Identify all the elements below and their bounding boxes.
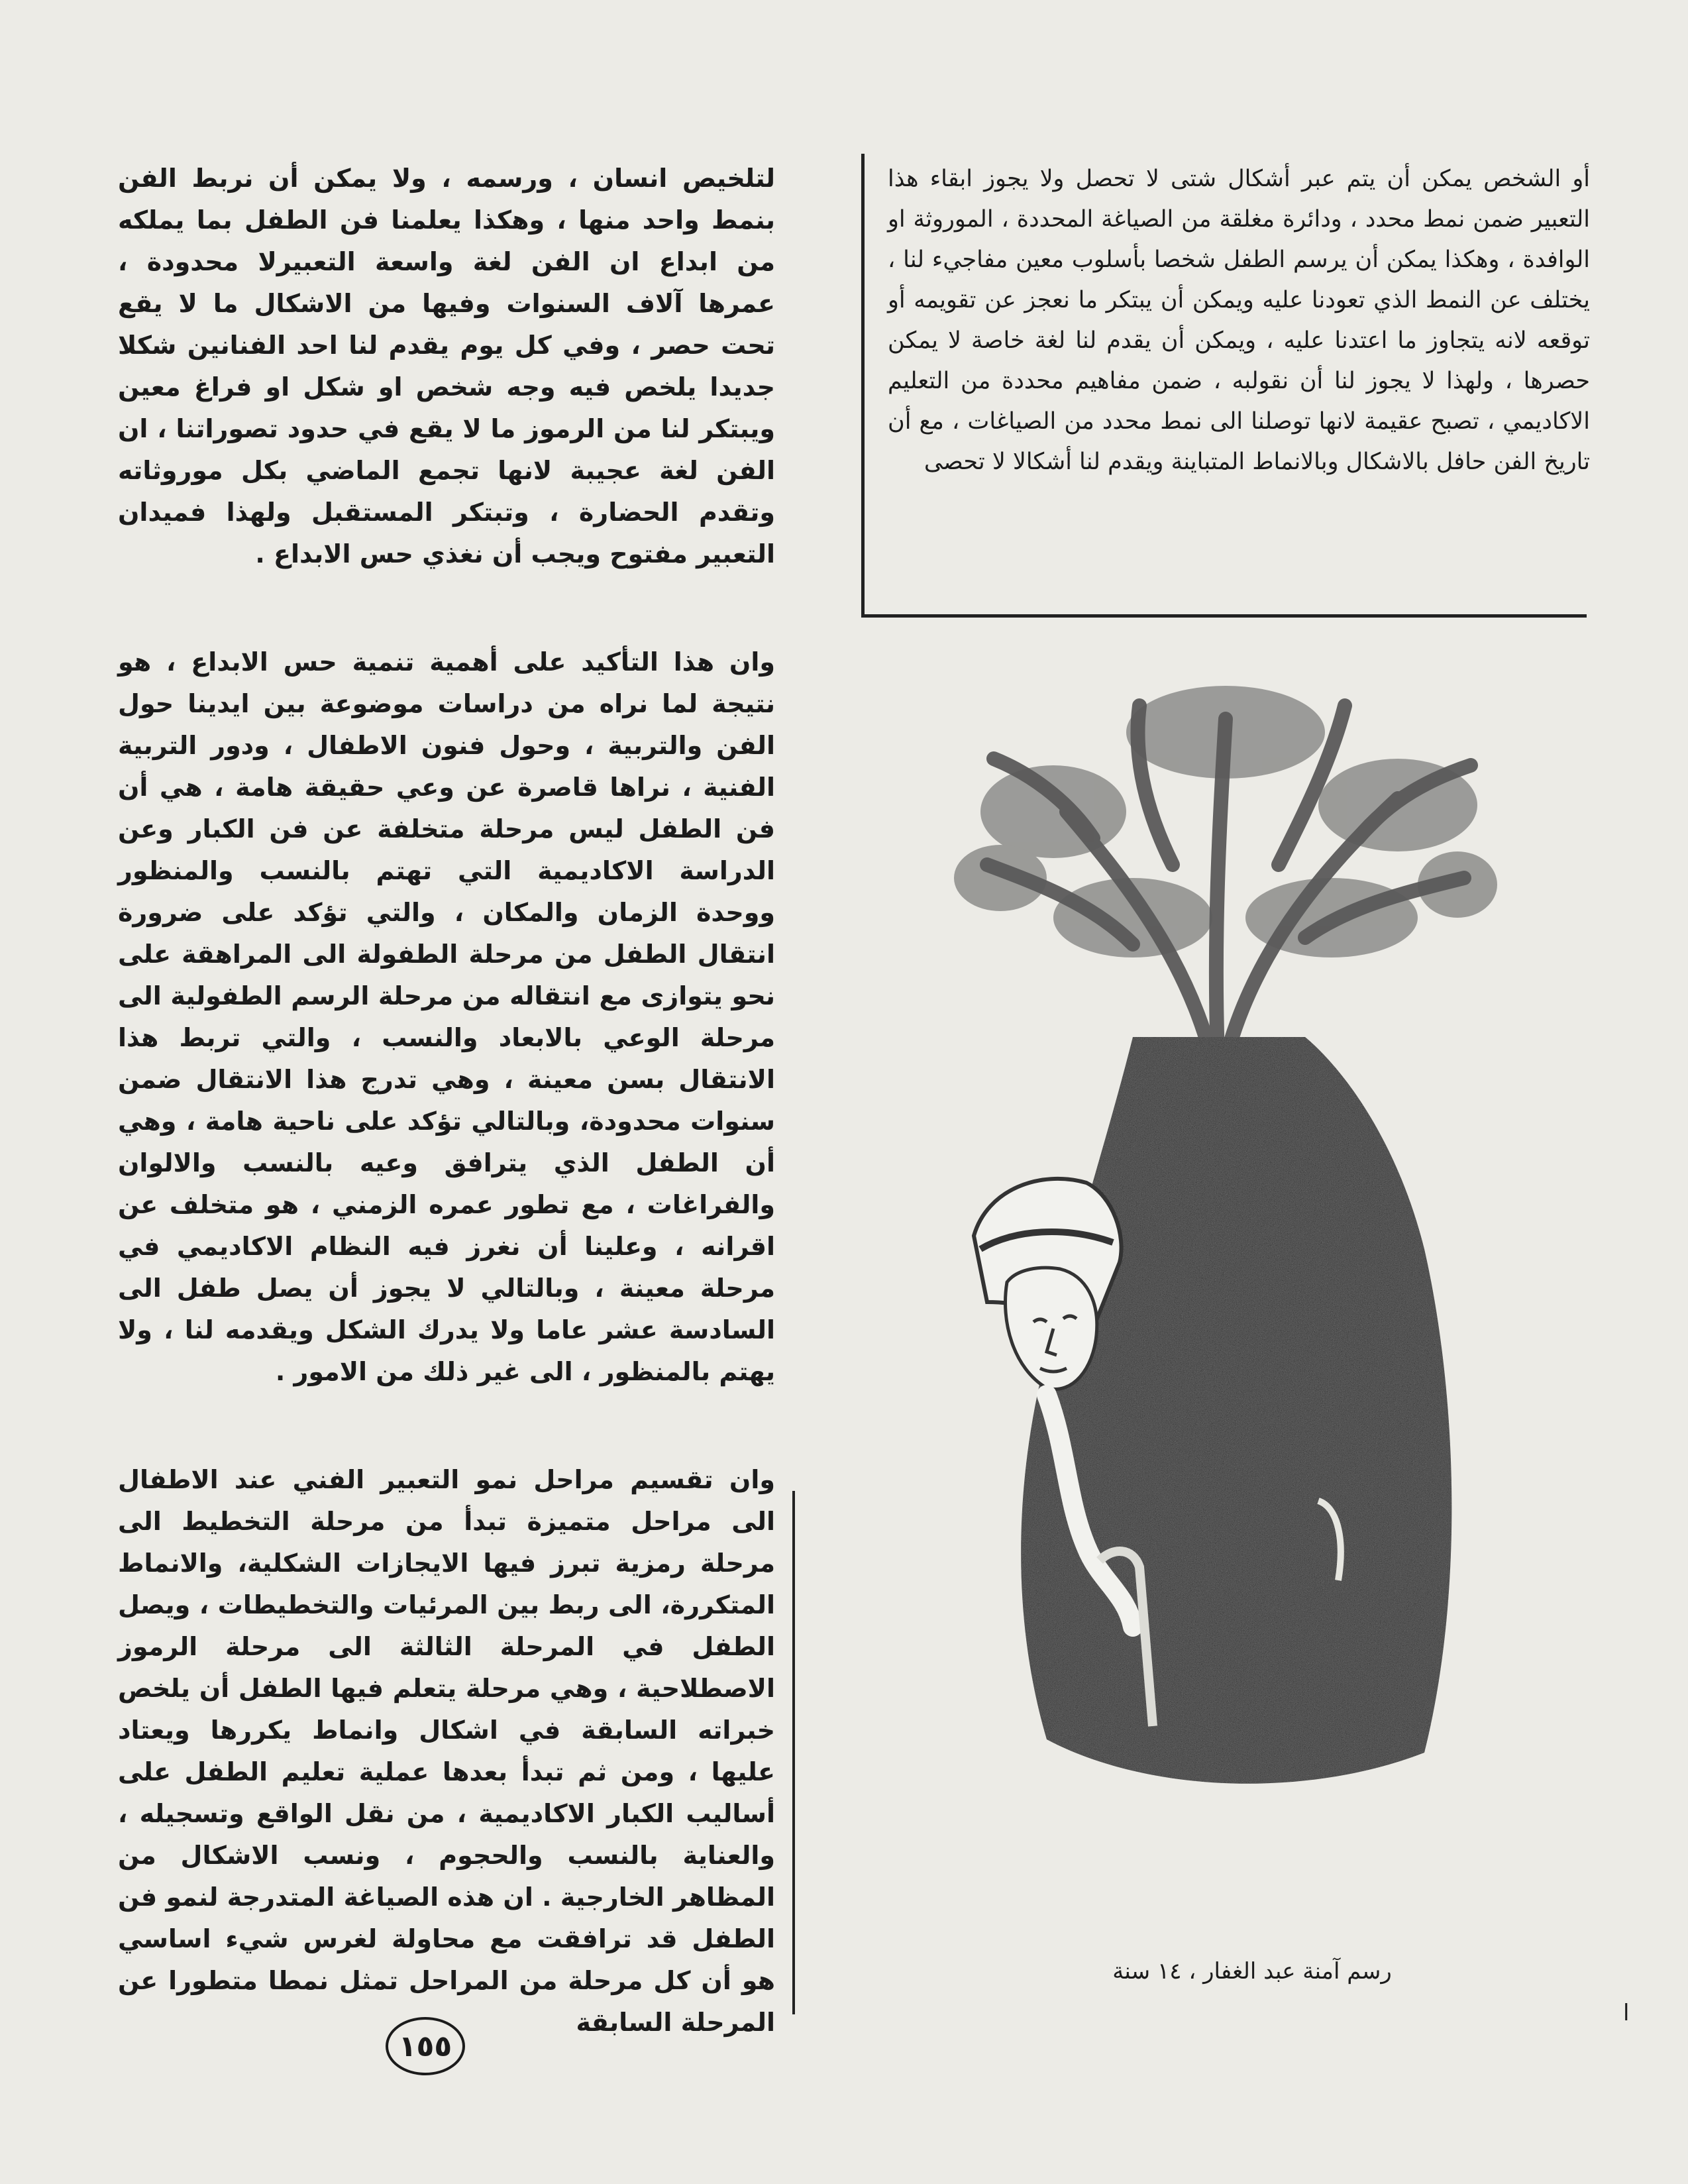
- page-number: ١٥٥: [398, 2029, 452, 2063]
- paragraph-1: لتلخيص انسان ، ورسمه ، ولا يمكن أن نربط الفن بنمط واحد منها ، وهكذا يعلمنا فن الطفل بما يملكه من ابداع ان الفن لغة واسعة التعبيرلا محدودة ، عمرها آلاف السنوات وفيها من الاشكال ما لا يقع تحت حصر ، وفي كل يوم يقدم لنا احد الفنانين شكلا جديدا يلخص فيه وجه شخص او شكل او فراغ معين ويبتكر لنا من الرموز ما لا يقع في حدود تصوراتنا ، ان الفن لغة عجيبة لانها تجمع الماضي بكل موروثاته وتقدم الحضارة ، وتبتكر المستقبل ولهذا فميدان التعبير مفتوح ويجب أن نغذي حس الابداع .: [118, 164, 775, 569]
- paragraph-3: وان تقسيم مراحل نمو التعبير الفني عند الاطفال الى مراحل متميزة تبدأ من مرحلة التخطيط الى مرحلة رمزية تبرز فيها الايجازات الشكلية، والانماط المتكررة، الى ربط بين المرئيات والتخطيطات ، ويصل الطفل في المرحلة الثالثة الى مرحلة الرموز الاصطلاحية ، وهي مرحلة يتعلم فيها الطفل أن يلخص خبراته السابقة في اشكال وانماط يكررها ويعتاد عليها ، ومن ثم تبدأ بعدها عملية تعليم الطفل على أساليب الكبار الاكاديمية ، من نقل الواقع وتسجيله ، والعناية بالنسب والحجوم ، ونسب الاشكال من المظاهر الخارجية . ان هذه الصياغة المتدرجة لنمو فن الطفل قد ترافقت مع محاولة لغرس شيء اساسي هو أن كل مرحلة من المراحل تمثل نمطا متطورا عن المرحلة السابقة: [118, 1465, 775, 2037]
- figure-caption: رسم آمنة عبد الغفار ، ١٤ سنة: [1112, 1958, 1392, 1985]
- column-divider: [792, 1491, 795, 2014]
- left-text-column: [118, 158, 775, 2044]
- child-drawing-illustration: [934, 666, 1504, 1812]
- paragraph-2: وان هذا التأكيد على أهمية تنمية حس الابداع ، هو نتيجة لما نراه من دراسات موضوعة بين ايدينا حول الفن والتربية ، وحول فنون الاطفال ، ودور التربية الفنية ، نراها قاصرة عن وعي حقيقة هامة ، هي أن فن الطفل ليس مرحلة متخلفة عن فن الكبار وعن الدراسة الاكاديمية التي تهتم بالنسب والمنظور ووحدة الزمان والمكان ، والتي تؤكد على ضرورة انتقال الطفل من مرحلة الطفولة الى المراهقة على نحو يتوازى مع انتقاله من مرحلة الرسم الطفولية الى مرحلة الوعي بالابعاد والنسب ، والتي تربط هذا الانتقال بسن معينة ، وهي تدرج هذا الانتقال ضمن سنوات محدودة، وبالتالي تؤكد على ناحية هامة ، وهي أن الطفل الذي يترافق وعيه بالنسب والالوان والفراغات ، مع تطور عمره الزمني ، هو متخلف عن اقرانه ، وعلينا أن نغرز فيه النظام الاكاديمي في مرحلة معينة ، وبالتالي لا يجوز أن يصل طفل الى السادسة عشر عاما ولا يدرك الشكل ويقدمه لنا ، ولا يهتم بالمنظور ، الى غير ذلك من الامور .: [118, 647, 775, 1386]
- boxed-text: أو الشخص يمكن أن يتم عبر أشكال شتى لا تحصل ولا يجوز ابقاء هذا التعبير ضمن نمط محدد ، ودائرة مغلقة من الصياغة المحددة ، الموروثة او الوافدة ، وهكذا يمكن أن يرسم الطفل شخصا بأسلوب معين مفاجيء لنا ، يختلف عن النمط الذي تعودنا عليه ويمكن أن يبتكر ما نعجز عن تقويمه أو توقعه لانه يتجاوز ما اعتدنا عليه ، ويمكن أن يقدم لنا لغة خاصة لا يمكن حصرها ، ولهذا لا يجوز لنا أن نقولبه ، ضمن مفاهيم محددة من التعليم الاكاديمي ، تصبح عقيمة لانها توصلنا الى نمط محدد من الصياغات ، مع أن تاريخ الفن حافل بالاشكال وبالانماط المتباينة ويقدم لنا أشكالا لا تحصى: [888, 166, 1590, 475]
- page-number-circle: [386, 2017, 465, 2075]
- margin-mark: ا: [1623, 2000, 1630, 2026]
